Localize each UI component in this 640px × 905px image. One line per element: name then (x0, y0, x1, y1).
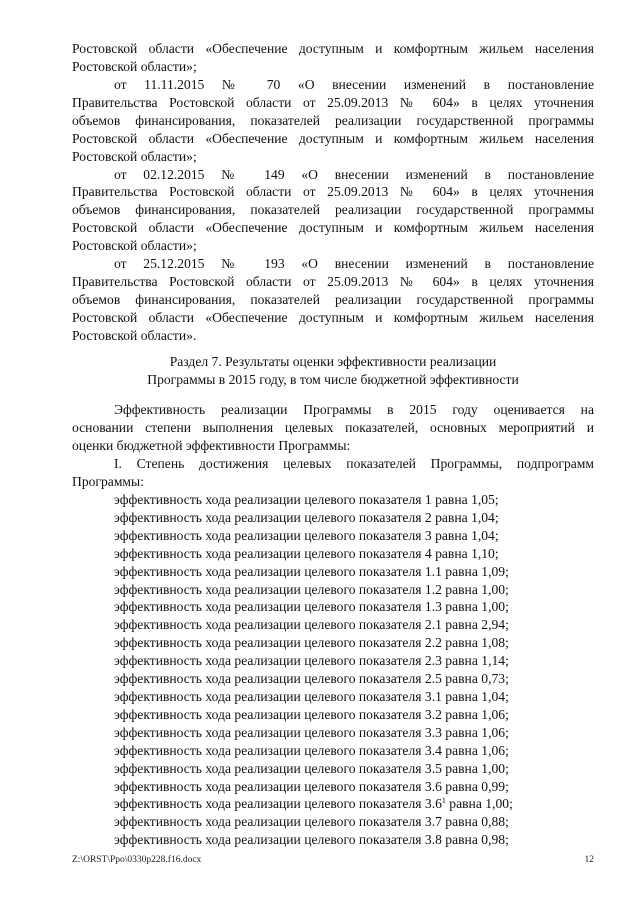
equals-word: равна (445, 581, 478, 597)
indicator-id: 3 (424, 527, 432, 543)
list-item: эффективность хода реализации целевого показателя 1.3 равна 1,00; (114, 599, 509, 615)
indicator-value: 0,98 (481, 832, 506, 848)
item-prefix: эффективность хода реализации целевого показателя (114, 653, 422, 669)
equals-word: равна (445, 688, 478, 704)
text-line: объемов финансирования, показателей реализации государственной программы (72, 112, 594, 128)
indicator-id: 1.3 (424, 599, 442, 615)
item-prefix: эффективность хода реализации целевого показателя (114, 509, 422, 525)
equals-word: равна (445, 706, 478, 722)
text-line: Программы: (72, 473, 144, 489)
equals-word: равна (445, 724, 478, 740)
text-line: Ростовской области «Обеспечение доступным и комфортным жильем населения (72, 220, 594, 236)
indicator-id: 3.3 (424, 724, 442, 740)
continuation-block (72, 40, 594, 76)
text-line: объемов финансирования, показателей реализации государственной программы (72, 291, 594, 307)
text-line: Правительства Ростовской области от 25.09.2013 № 604» в целях уточнения (72, 94, 594, 110)
item-prefix: эффективность хода реализации целевого показателя (114, 492, 422, 507)
list-item: эффективность хода реализации целевого показателя 3.7 равна 0,88; (114, 814, 509, 830)
item-prefix: эффективность хода реализации целевого показателя (114, 778, 422, 794)
text-line: основании степени выполнения целевых показателей, основных мероприятий и (72, 419, 594, 435)
equals-word: равна (445, 760, 478, 776)
list-item: эффективность хода реализации целевого показателя 1.2 равна 1,00; (114, 581, 509, 597)
list-item: эффективность хода реализации целевого показателя 3.5 равна 1,00; (114, 760, 509, 776)
equals-word: равна (445, 778, 478, 794)
indicator-value: 1,14 (481, 653, 506, 669)
indicator-value: 1,06 (481, 742, 506, 758)
indicator-id: 2.2 (424, 635, 442, 651)
indicator-list (114, 491, 513, 849)
amendment-2 (72, 166, 594, 256)
indicator-value: 0,73 (481, 671, 506, 687)
item-prefix: эффективность хода реализации целевого показателя (114, 581, 422, 597)
text-line: Эффективность реализации Программы в 2015 году оценивается на (114, 402, 594, 417)
equals-word: равна (445, 563, 478, 579)
footnote-marker: 1 (441, 796, 446, 806)
indicator-id: 2.5 (424, 671, 442, 687)
list-item: эффективность хода реализации целевого показателя 2.3 равна 1,14; (114, 653, 509, 669)
list-item: эффективность хода реализации целевого показателя 2 равна 1,04; (114, 509, 499, 525)
list-item: эффективность хода реализации целевого показателя 3.4 равна 1,06; (114, 742, 509, 758)
equals-word: равна (445, 599, 478, 615)
text-line: Ростовской области»; (72, 58, 197, 74)
list-item: эффективность хода реализации целевого показателя 3.8 равна 0,98; (114, 832, 509, 848)
item-prefix: эффективность хода реализации целевого показателя (114, 832, 422, 848)
text-line: Правительства Ростовской области от 25.09.2013 № 604» в целях уточнения (72, 184, 594, 200)
item-prefix: эффективность хода реализации целевого показателя (114, 563, 422, 579)
indicator-id: 3.7 (424, 814, 442, 830)
list-item: эффективность хода реализации целевого показателя 2.1 равна 2,94; (114, 617, 509, 633)
text-line: Правительства Ростовской области от 25.09.2013 № 604» в целях уточнения (72, 273, 594, 289)
text-line: Ростовской области «Обеспечение доступным и комфортным жильем населения (72, 130, 594, 146)
item-prefix: эффективность хода реализации целевого показателя (114, 599, 422, 615)
heading-line-2: Программы в 2015 году, в том числе бюджетной эффективности (147, 371, 519, 387)
indicator-value: 1,05 (471, 492, 495, 507)
indicator-id: 1.1 (424, 563, 442, 579)
indicator-value: 1,00 (481, 581, 506, 597)
indicator-value: 1,04 (471, 527, 495, 543)
indicator-id: 3.4 (424, 742, 442, 758)
indicator-id: 3.6 (424, 778, 442, 794)
list-item: эффективность хода реализации целевого показателя $3.6^1$ равна 1,00; (114, 796, 513, 812)
amendment-first-line: от 25.12.2015 № 193 «О внесении изменений в постановление (114, 256, 594, 271)
indicator-id: 3.1 (424, 688, 442, 704)
item-prefix: эффективность хода реализации целевого показателя (114, 671, 422, 687)
indicator-id: 2.3 (424, 653, 442, 669)
indicator-value: 1,09 (481, 563, 506, 579)
text-line: Ростовской области»; (72, 148, 197, 164)
indicator-value: 1,00 (481, 760, 506, 776)
indicator-value: 1,04 (471, 509, 495, 525)
indicator-id: 3.5 (424, 760, 442, 776)
indicator-id: 3.6 (424, 796, 442, 812)
indicator-id: 1 (424, 492, 432, 507)
indicator-id: 1.2 (424, 581, 442, 597)
equals-word: равна (445, 635, 478, 651)
point-1-paragraph (72, 455, 594, 491)
equals-word: равна (435, 492, 468, 507)
indicator-value: 1,00 (485, 796, 510, 812)
amendment-first-line: от 02.12.2015 № 149 «О внесении изменений в постановление (114, 166, 594, 182)
list-item: эффективность хода реализации целевого показателя 2.2 равна 1,08; (114, 635, 509, 651)
indicator-value: 1,10 (471, 545, 495, 561)
text-line: I. Степень достижения целевых показателей Программы, подпрограмм (114, 456, 594, 471)
indicator-id: 4 (424, 545, 432, 561)
indicator-id: 2.1 (424, 617, 442, 633)
list-item: эффективность хода реализации целевого показателя 2.5 равна 0,73; (114, 671, 509, 687)
item-prefix: эффективность хода реализации целевого показателя (114, 796, 422, 812)
indicator-value: 1,06 (481, 706, 506, 722)
equals-word: равна (435, 545, 468, 561)
list-item: эффективность хода реализации целевого показателя 3 равна 1,04; (114, 527, 499, 543)
list-item: эффективность хода реализации целевого показателя 3.3 равна 1,06; (114, 724, 509, 740)
equals-word: равна (445, 742, 478, 758)
equals-word: равна (435, 509, 468, 525)
equals-word: равна (445, 671, 478, 687)
page-footer (72, 852, 594, 870)
indicator-value: 1,08 (481, 635, 506, 651)
page-number: 12 (584, 855, 594, 865)
equals-word: равна (445, 617, 478, 633)
list-item: эффективность хода реализации целевого показателя 1 равна 1,05; (114, 492, 499, 507)
indicator-value: 1,04 (481, 688, 506, 704)
text-line: объемов финансирования, показателей реализации государственной программы (72, 202, 594, 218)
heading-line-1: Раздел 7. Результаты оценки эффективности реализации (169, 354, 497, 369)
equals-word: равна (449, 796, 482, 812)
item-prefix: эффективность хода реализации целевого показателя (114, 527, 422, 543)
text-line: оценки бюджетной эффективности Программы: (72, 437, 351, 453)
section-heading (72, 353, 594, 389)
file-path: Z:\ORST\Ppo\0330p228.f16.docx (72, 855, 202, 865)
list-item: эффективность хода реализации целевого показателя 3.1 равна 1,04; (114, 688, 509, 704)
text-line: Ростовской области»; (72, 238, 197, 254)
list-item: эффективность хода реализации целевого показателя 3.6 равна 0,99; (114, 778, 509, 794)
text-line: Ростовской области «Обеспечение доступным и комфортным жильем населения (72, 41, 594, 56)
item-prefix: эффективность хода реализации целевого показателя (114, 742, 422, 758)
item-prefix: эффективность хода реализации целевого показателя (114, 760, 422, 776)
indicator-value: 0,88 (481, 814, 506, 830)
indicator-value: 0,99 (481, 778, 506, 794)
amendment-1 (72, 76, 594, 166)
item-prefix: эффективность хода реализации целевого показателя (114, 617, 422, 633)
equals-word: равна (445, 832, 478, 848)
item-prefix: эффективность хода реализации целевого показателя (114, 688, 422, 704)
amendment-first-line: от 11.11.2015 № 70 «О внесении изменений в постановление (114, 77, 594, 92)
indicator-value: 2,94 (481, 617, 506, 633)
indicator-id: 3.8 (424, 832, 442, 848)
text-line: Ростовской области». (72, 327, 197, 343)
text-line: Ростовской области «Обеспечение доступным и комфортным жильем населения (72, 309, 594, 325)
equals-word: равна (445, 814, 478, 830)
item-prefix: эффективность хода реализации целевого показателя (114, 706, 422, 722)
indicator-value: 1,06 (481, 724, 506, 740)
item-prefix: эффективность хода реализации целевого показателя (114, 635, 422, 651)
item-prefix: эффективность хода реализации целевого показателя (114, 814, 422, 830)
equals-word: равна (435, 527, 468, 543)
indicator-id: 3.2 (424, 706, 442, 722)
amendment-3 (72, 255, 594, 345)
equals-word: равна (445, 653, 478, 669)
item-prefix: эффективность хода реализации целевого показателя (114, 545, 422, 561)
intro-paragraph (72, 401, 594, 455)
list-item: эффективность хода реализации целевого показателя 4 равна 1,10; (114, 545, 499, 561)
list-item: эффективность хода реализации целевого показателя 3.2 равна 1,06; (114, 706, 509, 722)
item-prefix: эффективность хода реализации целевого показателя (114, 724, 422, 740)
indicator-id: 2 (424, 509, 432, 525)
list-item: эффективность хода реализации целевого показателя 1.1 равна 1,09; (114, 563, 509, 579)
indicator-value: 1,00 (481, 599, 506, 615)
